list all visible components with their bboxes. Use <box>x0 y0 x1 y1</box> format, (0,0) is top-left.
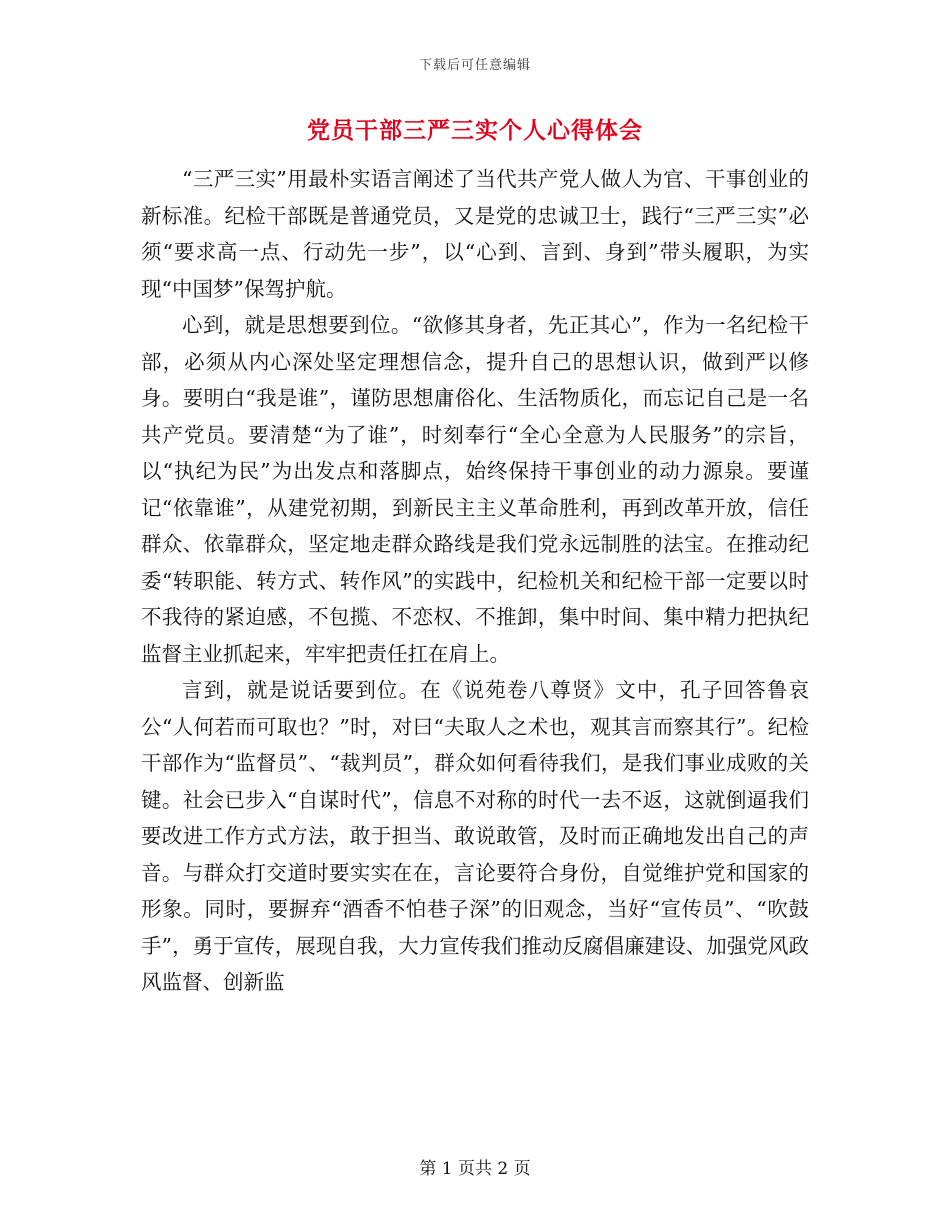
header-note: 下载后可任意编辑 <box>418 58 531 73</box>
document-title: 党员干部三严三实个人心得体会 <box>307 117 643 144</box>
paragraph-intro: “三严三实”用最朴实语言阐述了当代共产党人做人为官、干事创业的新标准。纪检干部既是普通党员，又是党的忠诚卫士，践行“三严三实”必须“要求高一点、行动先一步”，以“心到、言到、身到”带头履职，为实现“中国梦”保驾护航。 <box>141 167 809 301</box>
paragraph-heart: 心到，就是思想要到位。“欲修其身者，先正其心”，作为一名纪检干部，必须从内心深处坚定理想信念，提升自己的思想认识，做到严以修身。要明白“我是谁”，谨防思想庸俗化、生活物质化，而忘记自己是一名共产党员。要清楚“为了谁”，时刻奉行“全心全意为人民服务”的宗旨，以“执纪为民”为出发点和落脚点，始终保持干事创业的动力源泉。要谨记“依靠谁”，从建党初期，到新民主主义革命胜利，再到改革开放，信任群众、依靠群众，坚定地走群众路线是我们党永远制胜的法宝。在推动纪委“转职能、转方式、转作风”的实践中，纪检机关和纪检干部一定要以时不我待的紧迫感，不包揽、不恋权、不推卸，集中时间、集中精力把执纪监督主业抓起来，牢牢把责任扛在肩上。 <box>141 313 809 666</box>
page-number: 第 1 页共 2 页 <box>419 1159 531 1179</box>
paragraph-speech: 言到，就是说话要到位。在《说苑卷八尊贤》文中，孔子回答鲁哀公“人何若而可取也？”时，对曰“夫取人之术也，观其言而察其行”。纪检干部作为“监督员”、“裁判员”，群众如何看待我们，是我们事业成败的关键。社会已步入“自谋时代”，信息不对称的时代一去不返，这就倒逼我们要改进工作方式方法，敢于担当、敢说敢管，及时而正确地发出自己的声音。与群众打交道时要实实在在，言论要符合身份，自觉维护党和国家的形象。同时，要摒弃“酒香不怕巷子深”的旧观念，当好“宣传员”、“吹鼓手”，勇于宣传，展现自我，大力宣传我们推动反腐倡廉建设、加强党风政风监督、创新监 <box>141 678 809 994</box>
document-body <box>141 161 809 1001</box>
